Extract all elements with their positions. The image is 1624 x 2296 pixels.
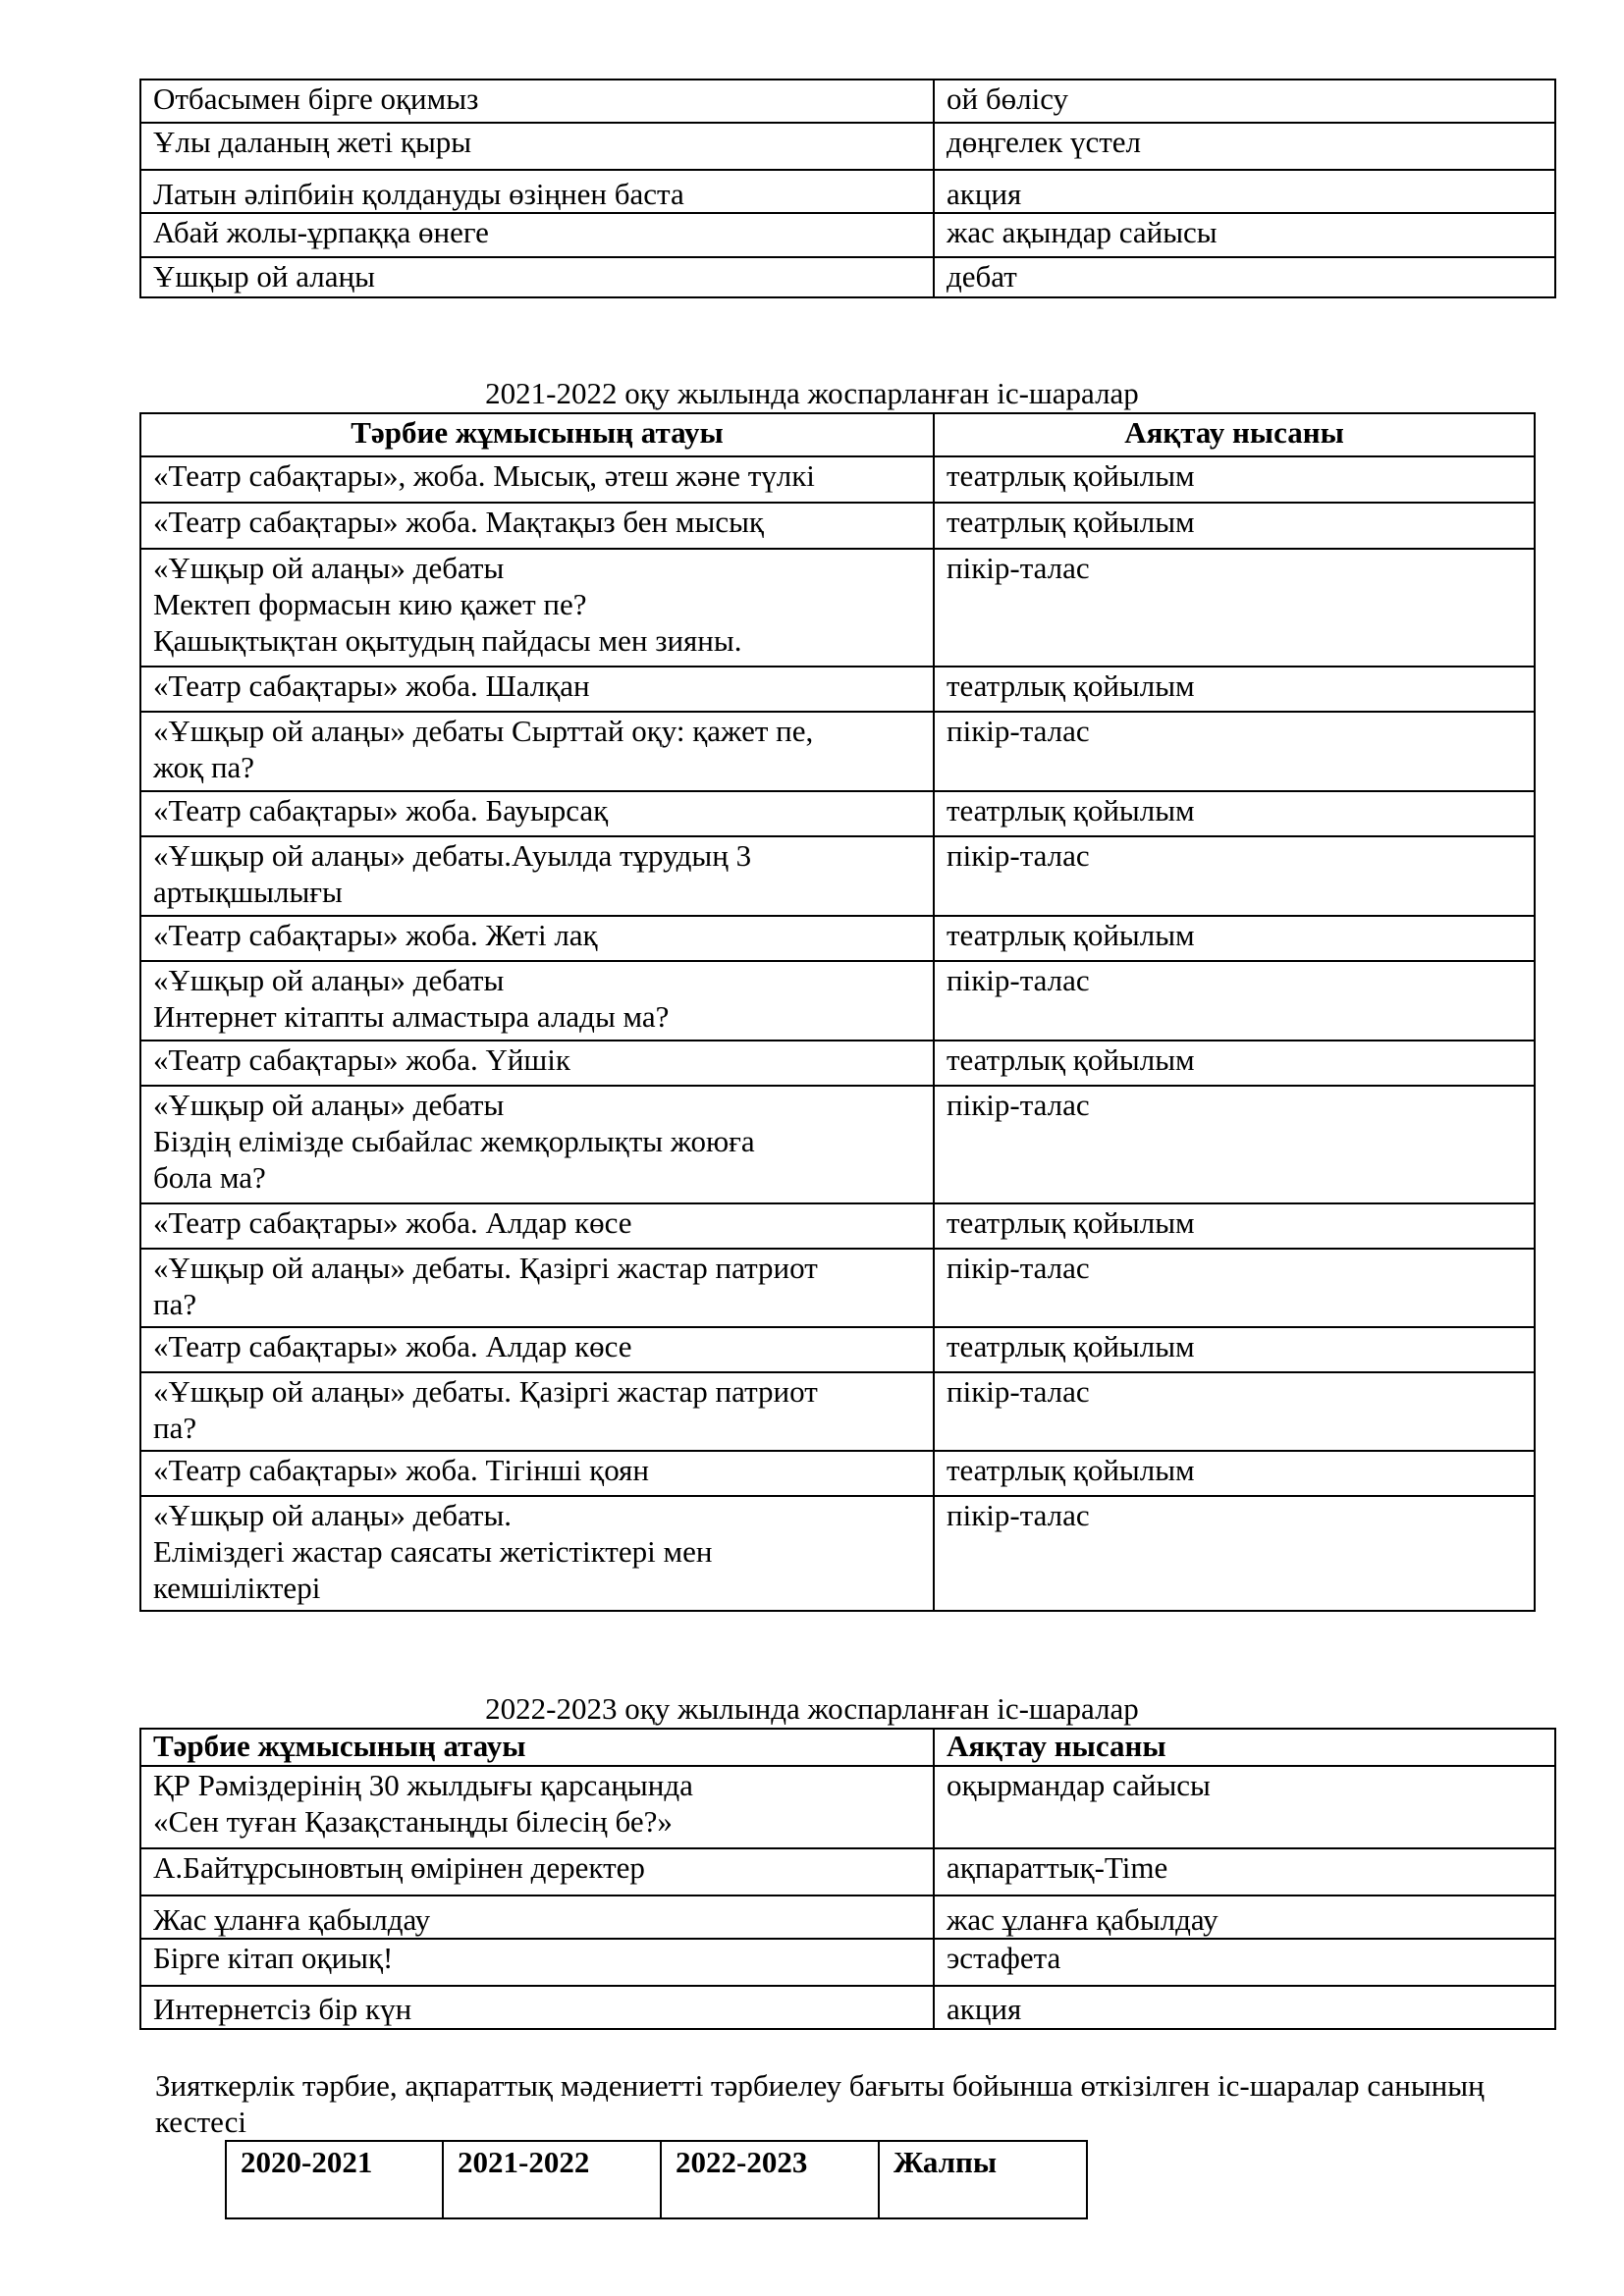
table-row <box>140 80 1555 123</box>
event-name-cell: «Ұшқыр ой алаңы» дебаты. Қазіргі жастар патриот па? <box>140 1372 934 1451</box>
table-row <box>140 1496 1535 1611</box>
event-name-cell: «Театр сабақтары» жоба. Үйшік <box>140 1041 934 1086</box>
table-row <box>140 170 1555 213</box>
event-name-cell: «Театр сабақтары» жоба. Тігінші қоян <box>140 1451 934 1496</box>
table-header-row <box>140 413 1535 456</box>
event-form-cell: пікір-талас <box>934 1086 1535 1203</box>
table-row <box>140 1896 1555 1939</box>
column-header-name: Тәрбие жұмысының атауы <box>140 1729 934 1766</box>
event-name-cell: «Ұшқыр ой алаңы» дебаты. Еліміздегі жастар саясаты жетістіктері мен кемшіліктері <box>140 1496 934 1611</box>
table-row <box>140 1986 1555 2029</box>
column-header-2020-2021: 2020-2021 <box>226 2141 443 2218</box>
event-form-cell: пікір-талас <box>934 961 1535 1041</box>
event-form-cell: ақпараттық-Time <box>934 1848 1555 1896</box>
event-form-cell: театрлық қойылым <box>934 503 1535 549</box>
event-name-cell: «Театр сабақтары», жоба. Мысық, әтеш және түлкі <box>140 456 934 503</box>
table-header-row <box>226 2141 1087 2218</box>
event-name-cell: Отбасымен бірге оқимыз <box>140 80 934 123</box>
event-form-cell: пікір-талас <box>934 836 1535 916</box>
event-form-cell: ой бөлісу <box>934 80 1555 123</box>
table-row <box>140 1451 1535 1496</box>
event-name-cell: Бірге кітап оқиық! <box>140 1939 934 1986</box>
event-name-cell: Ұшқыр ой алаңы <box>140 257 934 297</box>
event-form-cell: акция <box>934 170 1555 213</box>
event-form-cell: жас ақындар сайысы <box>934 213 1555 257</box>
column-header-name: Тәрбие жұмысының атауы <box>140 413 934 456</box>
event-name-cell: А.Байтұрсыновтың өмірінен деректер <box>140 1848 934 1896</box>
table-row <box>140 712 1535 791</box>
column-header-total: Жалпы <box>879 2141 1087 2218</box>
plan-table-2022-2023 <box>139 1728 1556 2030</box>
event-form-cell: эстафета <box>934 1939 1555 1986</box>
event-name-cell: «Ұшқыр ой алаңы» дебаты Интернет кітапты алмастыра алады ма? <box>140 961 934 1041</box>
event-name-cell: «Ұшқыр ой алаңы» дебаты Сырттай оқу: қажет пе, жоқ па? <box>140 712 934 791</box>
table-row <box>140 503 1535 549</box>
table-row <box>140 1766 1555 1848</box>
table-row <box>140 791 1535 836</box>
event-name-cell: «Театр сабақтары» жоба. Мақтақыз бен мысық <box>140 503 934 549</box>
event-name-cell: Интернетсіз бір күн <box>140 1986 934 2029</box>
event-name-cell: «Ұшқыр ой алаңы» дебаты Мектеп формасын кию қажет пе? Қашықтықтан оқытудың пайдасы мен зияны. <box>140 549 934 667</box>
table-row <box>140 916 1535 961</box>
table-caption-2022-2023: 2022-2023 оқу жылында жоспарланған іс-шаралар <box>485 1691 1139 1726</box>
summary-paragraph: Зияткерлік тәрбие, ақпараттық мәдениетті тәрбиелеу бағыты бойынша өткізілген іс-шаралар санының кестесі <box>155 2068 1485 2139</box>
event-name-cell: Жас ұланға қабылдау <box>140 1896 934 1939</box>
plan-table-2021-2022 <box>139 412 1536 1612</box>
table-row <box>140 1372 1535 1451</box>
table-row <box>140 1249 1535 1327</box>
event-form-cell: пікір-талас <box>934 1496 1535 1611</box>
table-row <box>140 1203 1535 1249</box>
table-caption-2021-2022: 2021-2022 оқу жылында жоспарланған іс-шаралар <box>485 376 1139 410</box>
column-header-form: Аяқтау нысаны <box>934 1729 1555 1766</box>
event-name-cell: Ұлы даланың жеті қыры <box>140 123 934 170</box>
table-row <box>140 549 1535 667</box>
event-form-cell: театрлық қойылым <box>934 1203 1535 1249</box>
event-form-cell: театрлық қойылым <box>934 1327 1535 1372</box>
table-row <box>140 1041 1535 1086</box>
table-row <box>140 1327 1535 1372</box>
event-name-cell: «Театр сабақтары» жоба. Алдар көсе <box>140 1203 934 1249</box>
event-form-cell: жас ұланға қабылдау <box>934 1896 1555 1939</box>
event-form-cell: театрлық қойылым <box>934 1451 1535 1496</box>
column-header-2022-2023: 2022-2023 <box>661 2141 879 2218</box>
event-form-cell: театрлық қойылым <box>934 456 1535 503</box>
event-form-cell: театрлық қойылым <box>934 916 1535 961</box>
event-form-cell: театрлық қойылым <box>934 791 1535 836</box>
table-row <box>140 1848 1555 1896</box>
event-form-cell: пікір-талас <box>934 549 1535 667</box>
event-name-cell: «Ұшқыр ой алаңы» дебаты. Қазіргі жастар патриот па? <box>140 1249 934 1327</box>
event-form-cell: акция <box>934 1986 1555 2029</box>
table-row <box>140 667 1535 712</box>
summary-table <box>225 2140 1088 2219</box>
event-form-cell: дебат <box>934 257 1555 297</box>
event-name-cell: «Театр сабақтары» жоба. Бауырсақ <box>140 791 934 836</box>
event-name-cell: «Театр сабақтары» жоба. Шалқан <box>140 667 934 712</box>
column-header-form: Аяқтау нысаны <box>934 413 1535 456</box>
event-form-cell: оқырмандар сайысы <box>934 1766 1555 1848</box>
table-row <box>140 961 1535 1041</box>
table-row <box>140 1939 1555 1986</box>
event-form-cell: театрлық қойылым <box>934 667 1535 712</box>
event-name-cell: «Театр сабақтары» жоба. Жеті лақ <box>140 916 934 961</box>
column-header-2021-2022: 2021-2022 <box>443 2141 661 2218</box>
event-form-cell: дөңгелек үстел <box>934 123 1555 170</box>
table-row <box>140 257 1555 297</box>
event-name-cell: Латын әліпбиін қолдануды өзіңнен баста <box>140 170 934 213</box>
event-name-cell: ҚР Рәміздерінің 30 жылдығы қарсаңында «Сен туған Қазақстаныңды білесің бе?» <box>140 1766 934 1848</box>
table-row <box>140 456 1535 503</box>
event-name-cell: «Ұшқыр ой алаңы» дебаты Біздің елімізде сыбайлас жемқорлықты жоюға бола ма? <box>140 1086 934 1203</box>
table-row <box>140 1086 1535 1203</box>
event-name-cell: Абай жолы-ұрпаққа өнеге <box>140 213 934 257</box>
event-name-cell: «Ұшқыр ой алаңы» дебаты.Ауылда тұрудың 3 артықшылығы <box>140 836 934 916</box>
event-form-cell: пікір-талас <box>934 1372 1535 1451</box>
event-form-cell: театрлық қойылым <box>934 1041 1535 1086</box>
event-form-cell: пікір-талас <box>934 712 1535 791</box>
table-row <box>140 213 1555 257</box>
events-table-continued <box>139 79 1556 298</box>
event-name-cell: «Театр сабақтары» жоба. Алдар көсе <box>140 1327 934 1372</box>
table-row <box>140 123 1555 170</box>
table-header-row <box>140 1729 1555 1766</box>
table-row <box>140 836 1535 916</box>
event-form-cell: пікір-талас <box>934 1249 1535 1327</box>
